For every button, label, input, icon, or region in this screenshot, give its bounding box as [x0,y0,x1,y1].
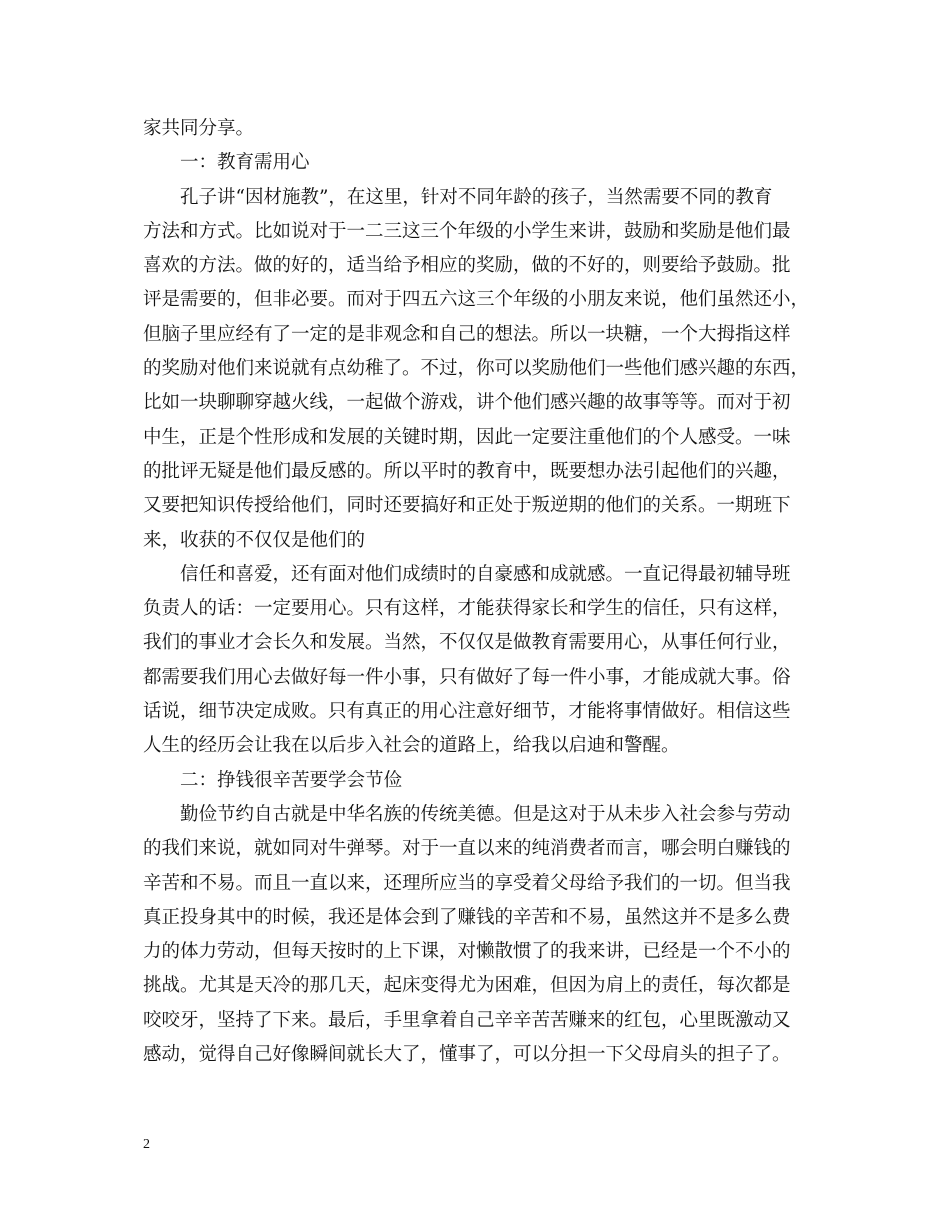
text-line: 咬咬牙，坚持了下来。最后，手里拿着自己辛辛苦苦赚来的红包，心里既激动又 [143,1009,791,1031]
text-line: 孔子讲“因材施教”，在这里，针对不同年龄的孩子，当然需要不同的教育 [180,186,773,208]
text-line: 信任和喜爱，还有面对他们成绩时的自豪感和成就感。一直记得最初辅导班 [180,563,791,585]
section-heading: 二：挣钱很辛苦要学会节俭 [180,769,403,791]
text-line: 都需要我们用心去做好每一件小事，只有做好了每一件小事，才能成就大事。俗 [143,666,791,688]
text-line: 真正投身其中的时候，我还是体会到了赚钱的辛苦和不易，虽然这并不是多么费 [143,906,791,928]
text-line: 喜欢的方法。做的好的，适当给予相应的奖励，做的不好的，则要给予鼓励。批 [143,255,791,277]
text-line: 评是需要的，但非必要。而对于四五六这三个年级的小朋友来说，他们虽然还小， [143,289,810,311]
text-line: 的批评无疑是他们最反感的。所以平时的教育中，既要想办法引起他们的兴趣， [143,460,791,482]
text-line: 比如一块聊聊穿越火线，一起做个游戏，讲个他们感兴趣的故事等等。而对于初 [143,392,791,414]
text-line: 感动，觉得自己好像瞬间就长大了，懂事了，可以分担一下父母肩头的担子了。 [143,1044,791,1066]
document-body [143,112,823,1072]
text-line: 辛苦和不易。而且一直以来，还理所应当的享受着父母给予我们的一切。但当我 [143,872,791,894]
section-heading: 一：教育需用心 [180,152,310,174]
text-line: 话说，细节决定成败。只有真正的用心注意好细节，才能将事情做好。相信这些 [143,701,791,723]
text-line: 的我们来说，就如同对牛弹琴。对于一直以来的纯消费者而言，哪会明白赚钱的 [143,838,791,860]
text-line: 来，收获的不仅仅是他们的 [143,529,366,551]
text-line: 我们的事业才会长久和发展。当然，不仅仅是做教育需要用心，从事任何行业， [143,632,791,654]
text-line: 挑战。尤其是天冷的那几天，起床变得尤为困难，但因为肩上的责任，每次都是 [143,975,791,997]
text-line: 家共同分享。 [143,118,255,139]
text-line: 的奖励对他们来说就有点幼稚了。不过，你可以奖励他们一些他们感兴趣的东西， [143,358,810,380]
text-line: 中生，正是个性形成和发展的关键时期，因此一定要注重他们的个人感受。一味 [143,426,791,448]
text-line: 人生的经历会让我在以后步入社会的道路上，给我以启迪和警醒。 [143,735,680,757]
text-line: 负责人的话：一定要用心。只有这样，才能获得家长和学生的信任，只有这样， [143,598,791,620]
text-line: 但脑子里应经有了一定的是非观念和自己的想法。所以一块糖，一个大拇指这样 [143,323,791,345]
text-line: 又要把知识传授给他们，同时还要搞好和正处于叛逆期的他们的关系。一期班下 [143,495,791,517]
page-number: 2 [143,1137,150,1152]
text-line: 力的体力劳动，但每天按时的上下课，对懒散惯了的我来讲，已经是一个不小的 [143,941,791,963]
text-line: 勤俭节约自古就是中华名族的传统美德。但是这对于从未步入社会参与劳动 [180,803,791,825]
text-line: 方法和方式。比如说对于一二三这三个年级的小学生来讲，鼓励和奖励是他们最 [143,220,791,242]
